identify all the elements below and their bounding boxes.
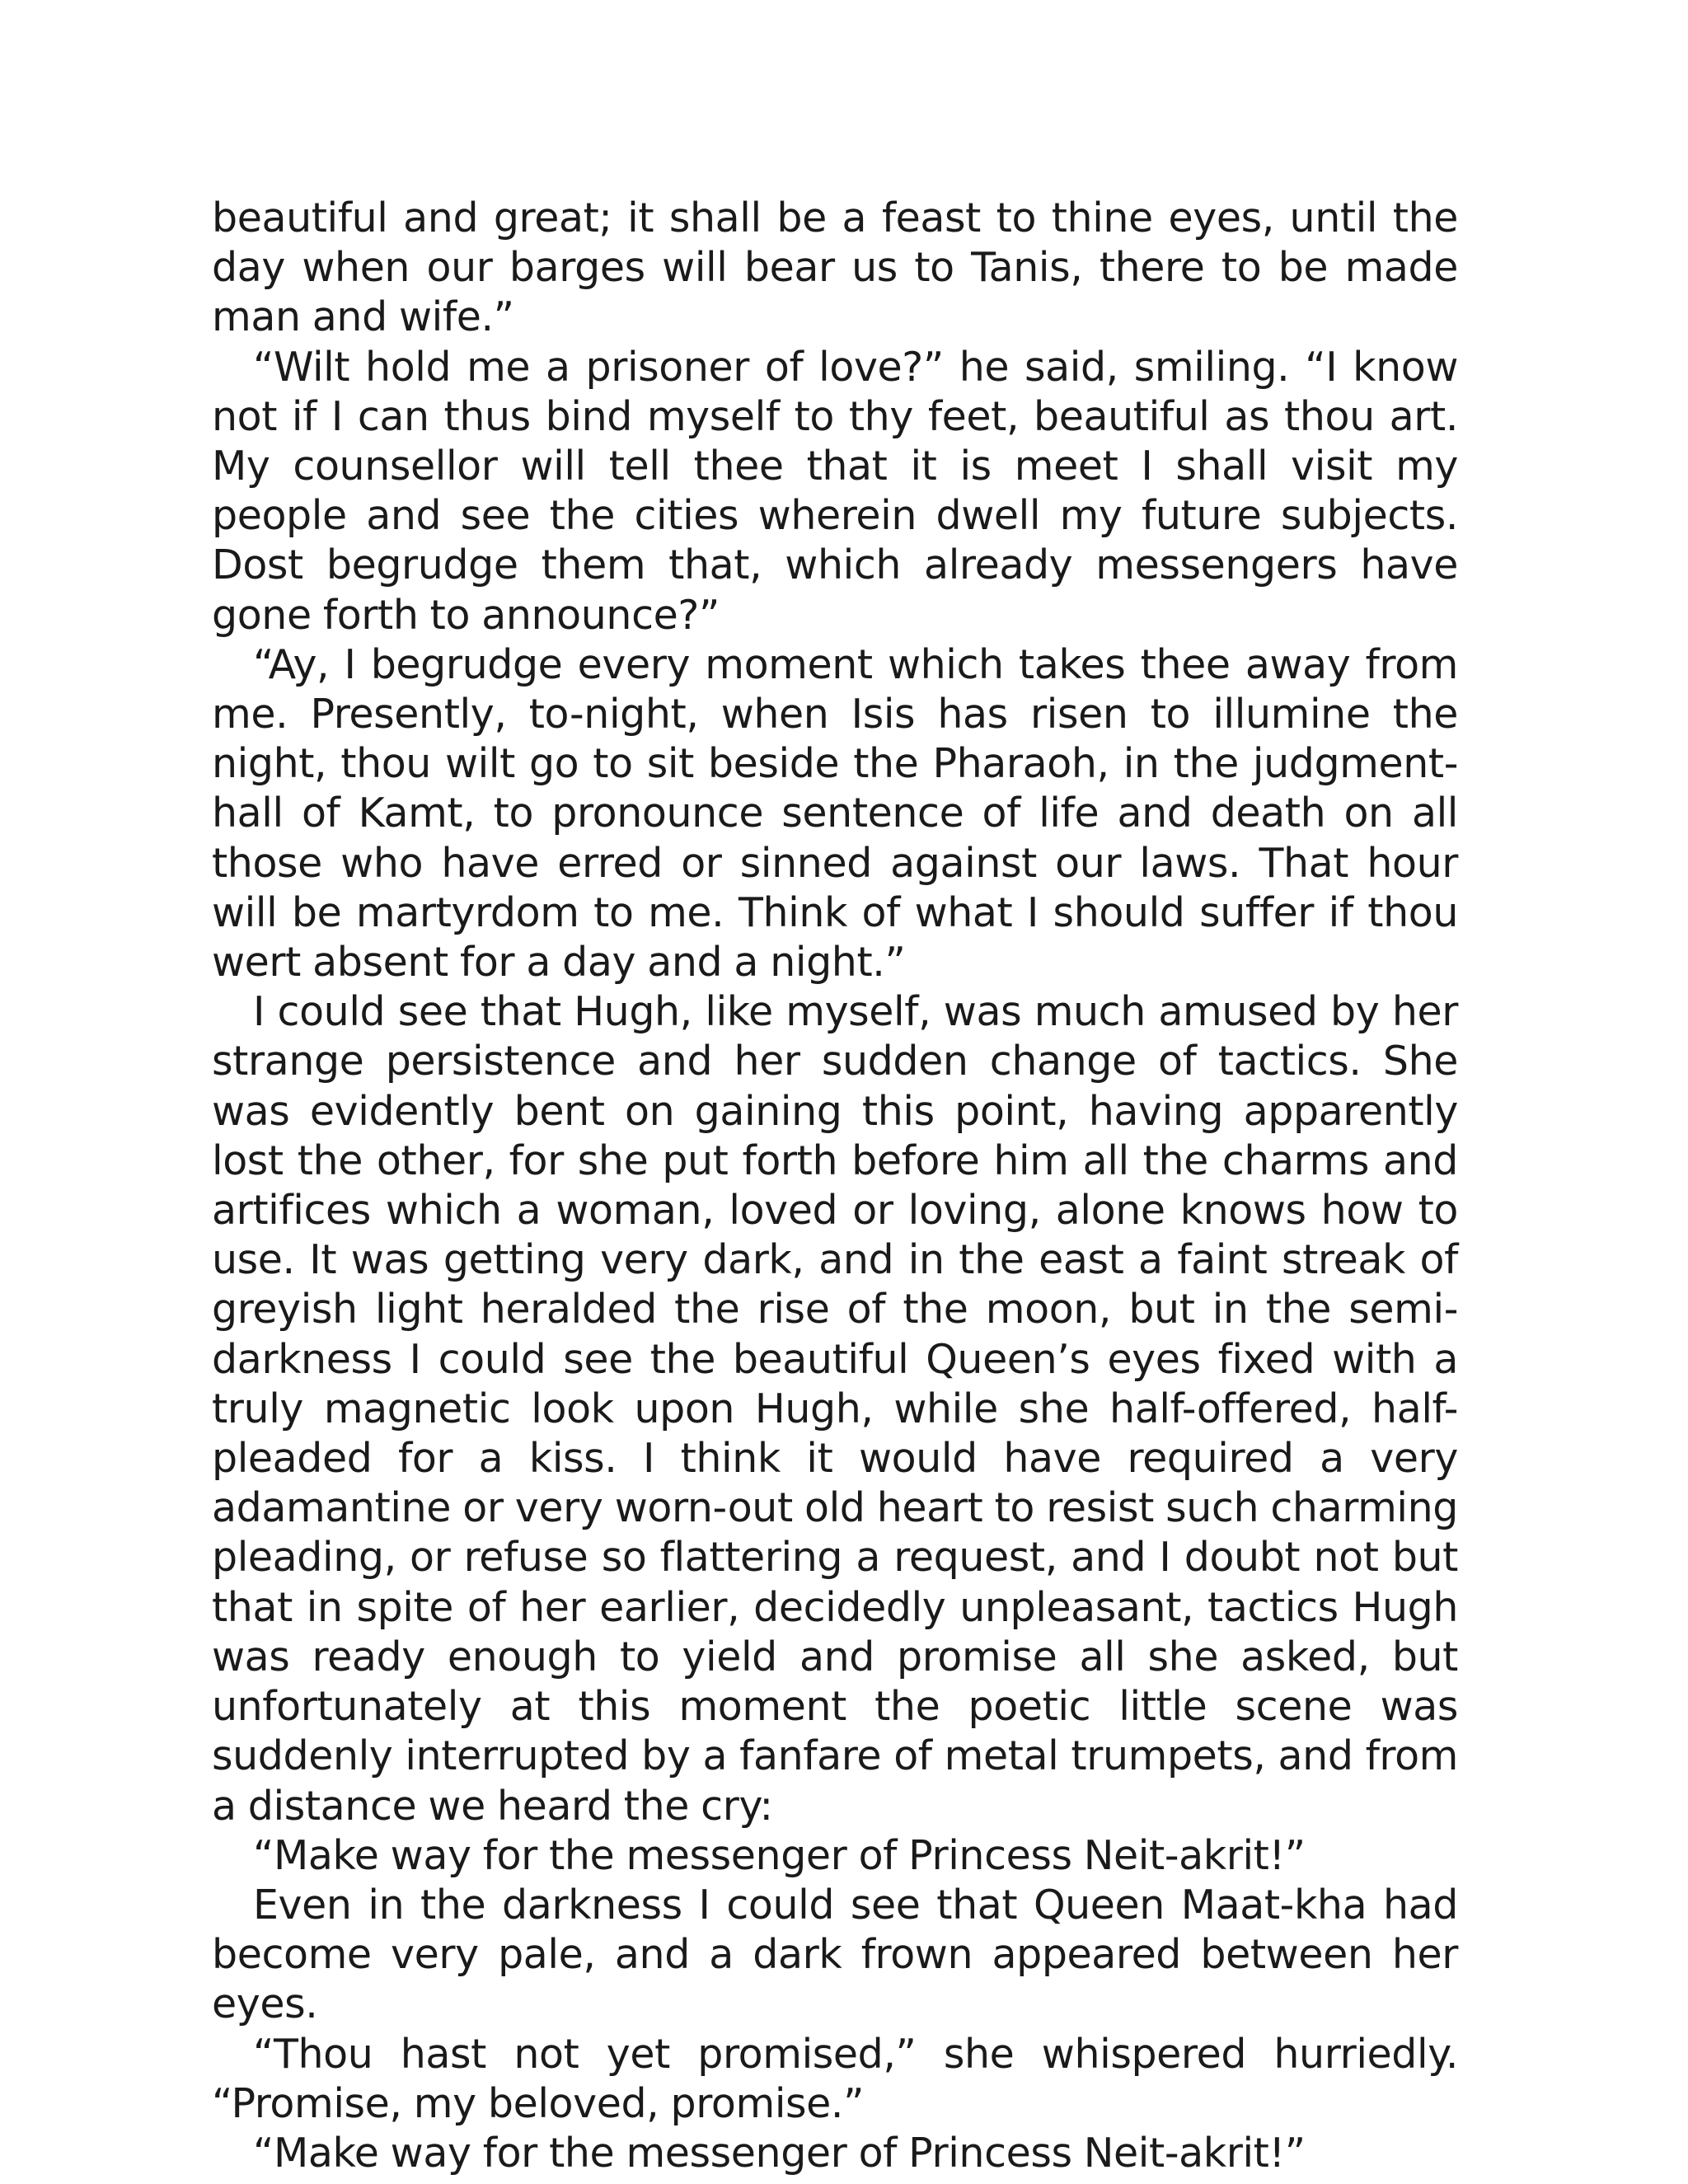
paragraph-cry: “Make way for the messenger of Princess Neit-akrit!” bbox=[253, 2129, 1306, 2177]
page-text bbox=[212, 194, 1458, 2178]
paragraph: “Ay, I begrudge every moment which takes thee away from me. Presently, to-night, when Isis has risen to illumine the night, thou wilt go to sit beside the Pharaoh, in the judgment-hall of Kamt, to pronounce sentence of life and death on all those who have erred or sinned against our laws. That hour will be martyrdom to me. Think of what I should suffer if thou wert absent for a day and a night.” bbox=[212, 640, 1458, 987]
paragraph: “Thou hast not yet promised,” she whispered hurriedly. “Promise, my beloved, promise.” bbox=[212, 2030, 1458, 2127]
paragraph: I could see that Hugh, like myself, was much amused by her strange persistence and her sudden change of tactics. She was evidently bent on gaining this point, having apparently lost the other, for she put forth before him all the charms and artifices which a woman, loved or loving, alone knows how to use. It was getting very dark, and in the east a faint streak of greyish light heralded the rise of the moon, but in the semi-darkness I could see the beautiful Queen’s eyes fixed with a truly magnetic look upon Hugh, while she half-offered, half-pleaded for a kiss. I think it would have required a very adamantine or very worn-out old heart to resist such charming pleading, or refuse so flattering a request, and I doubt not but that in spite of her earlier, decidedly unpleasant, tactics Hugh was ready enough to yield and promise all she asked, but unfortunately at this moment the poetic little scene was suddenly interrupted by a fanfare of metal trumpets, and from a distance we heard the cry: bbox=[212, 988, 1458, 1830]
paragraph-cry: “Make way for the messenger of Princess Neit-akrit!” bbox=[253, 1831, 1306, 1879]
paragraph: Even in the darkness I could see that Queen Maat-kha had become very pale, and a dark frown appeared between her eyes. bbox=[212, 1881, 1458, 2028]
paragraph-continued: beautiful and great; it shall be a feast to thine eyes, until the day when our barges will bear us to Tanis, there to be made man and wife.” bbox=[212, 194, 1458, 341]
paragraph: “Wilt hold me a prisoner of love?” he said, smiling. “I know not if I can thus bind myself to thy feet, beautiful as thou art. My counsellor will tell thee that it is meet I shall visit my people and see the cities wherein dwell my future subjects. Dost begrudge them that, which already messengers have gone forth to announce?” bbox=[212, 343, 1458, 639]
